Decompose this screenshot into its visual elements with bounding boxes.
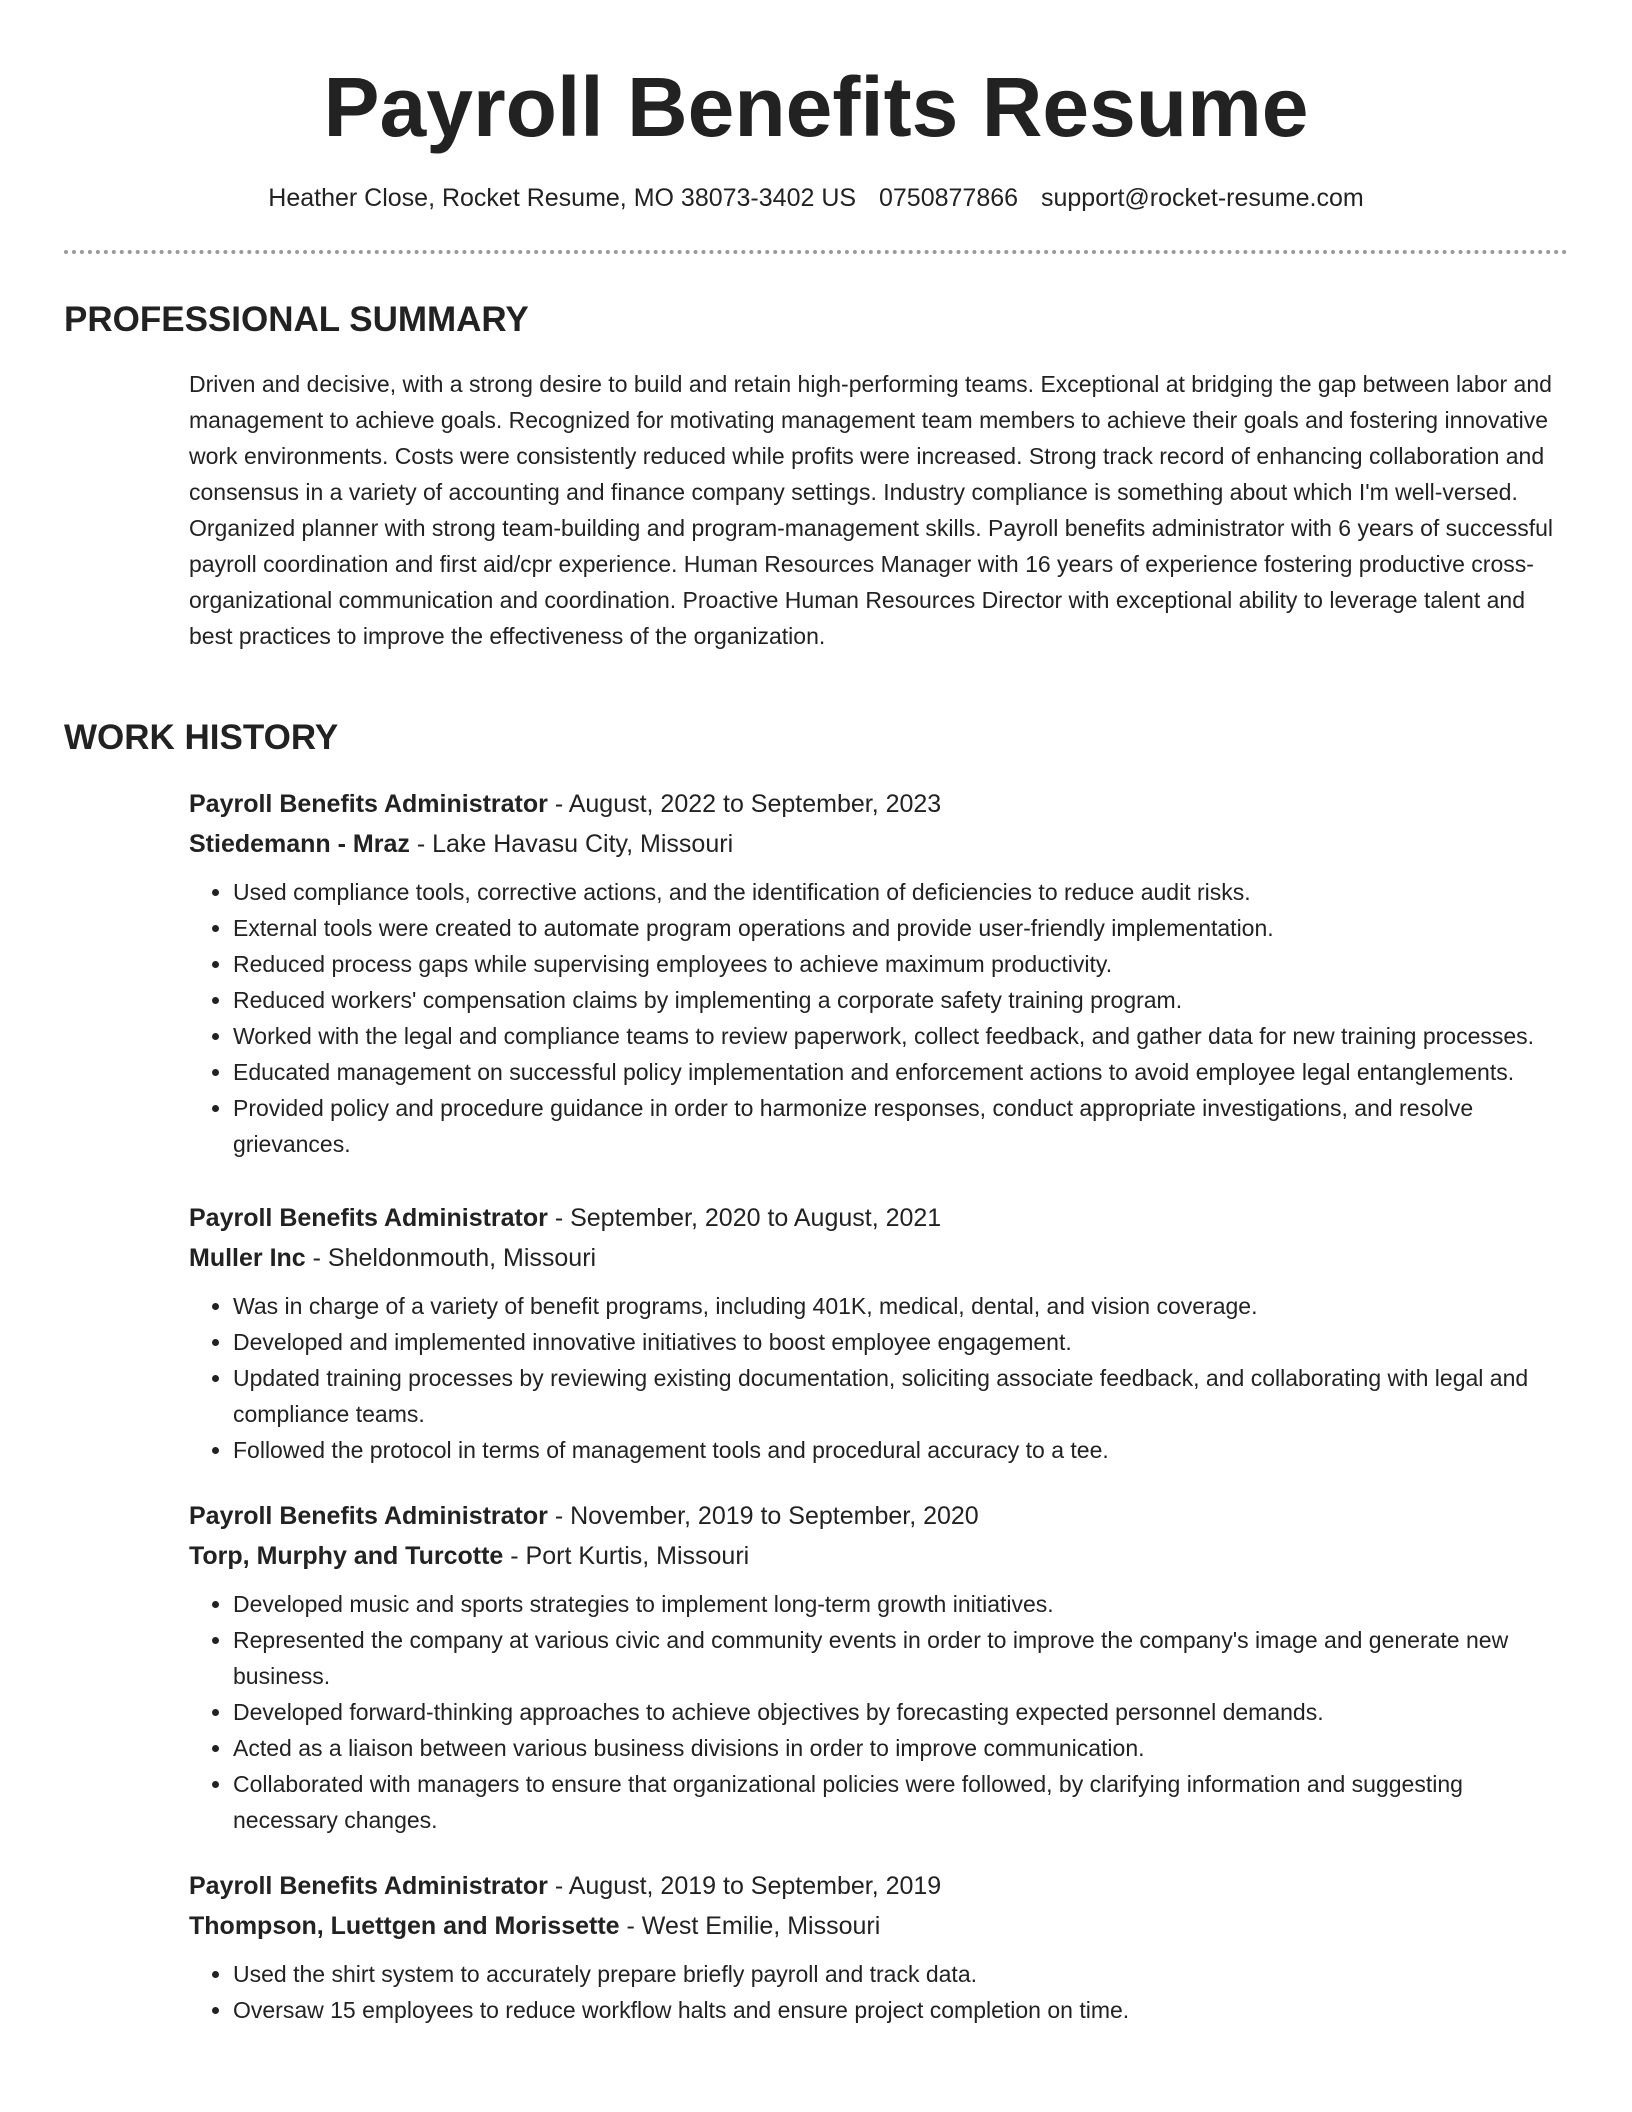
job-title-line [189, 1198, 1569, 1238]
header-divider [64, 250, 1568, 254]
job-duties [189, 874, 1569, 1162]
duty-item: • Represented the company at various civic and community events in order to improve the company's image and generate new business. [233, 1622, 1569, 1694]
duty-item: • External tools were created to automate program operations and provide user-friendly implementation. [233, 910, 1569, 946]
summary-text: Driven and decisive, with a strong desire to build and retain high-performing teams. Exceptional at bridging the gap between labor and management to achieve goals. Recognized for motivating management team members to achieve their goals and fostering innovative work environments. Costs were consistently reduced while profits were increased. Strong track record of enhancing collaboration and consensus in a variety of accounting and finance company settings. Industry compliance is something about which I'm well-versed. Organized planner with strong team-building and program-management skills. Payroll benefits administrator with 6 years of successful payroll coordination and first aid/cpr experience. Human Resources Manager with 16 years of experience fostering productive cross-organizational communication and coordination. Proactive Human Resources Director with exceptional ability to leverage talent and best practices to improve the effectiveness of the organization. [189, 371, 1554, 649]
job-title-line [189, 1496, 1569, 1536]
duty-item: • Used compliance tools, corrective actions, and the identification of deficiencies to reduce audit risks. [233, 874, 1569, 910]
job-company-line [189, 1536, 1569, 1576]
job-position: Payroll Benefits Administrator [189, 1204, 548, 1232]
duty-item: • Acted as a liaison between various business divisions in order to improve communication. [233, 1730, 1569, 1766]
duty-item: • Oversaw 15 employees to reduce workflow halts and ensure project completion on time. [233, 1992, 1569, 2028]
job-entry [189, 1866, 1569, 2028]
job-company: Muller Inc [189, 1244, 306, 1272]
job-position: Payroll Benefits Administrator [189, 790, 548, 818]
duty-item: • Developed music and sports strategies to implement long-term growth initiatives. [233, 1586, 1569, 1622]
work-history-heading: WORK HISTORY [64, 718, 339, 757]
job-duties [189, 1288, 1569, 1468]
duty-item: • Was in charge of a variety of benefit programs, including 401K, medical, dental, and vision coverage. [233, 1288, 1569, 1324]
job-title-line [189, 784, 1569, 824]
job-dates: - November, 2019 to September, 2020 [547, 1502, 979, 1530]
duty-item: • Educated management on successful policy implementation and enforcement actions to avoid employee legal entanglements. [233, 1054, 1569, 1090]
duty-item: • Provided policy and procedure guidance in order to harmonize responses, conduct appropriate investigations, and resolve grievances. [233, 1090, 1569, 1162]
job-location: - Port Kurtis, Missouri [503, 1542, 750, 1570]
job-duties [189, 1956, 1569, 2028]
job-entry [189, 784, 1569, 1162]
job-position: Payroll Benefits Administrator [189, 1872, 548, 1900]
duty-item: • Developed and implemented innovative initiatives to boost employee engagement. [233, 1324, 1569, 1360]
work-history-list [189, 784, 1569, 2056]
job-entry [189, 1496, 1569, 1838]
job-company-line [189, 1238, 1569, 1278]
duty-item: • Reduced process gaps while supervising employees to achieve maximum productivity. [233, 946, 1569, 982]
job-title-line [189, 1866, 1569, 1906]
job-dates: - August, 2022 to September, 2023 [547, 790, 942, 818]
contact-email: support@rocket-resume.com [1041, 184, 1364, 212]
job-location: - Sheldonmouth, Missouri [305, 1244, 597, 1272]
duty-item: • Used the shirt system to accurately prepare briefly payroll and track data. [233, 1956, 1569, 1992]
job-location: - Lake Havasu City, Missouri [409, 830, 734, 858]
job-dates: - September, 2020 to August, 2021 [547, 1204, 942, 1232]
contact-line [0, 180, 1632, 216]
contact-address: Heather Close, Rocket Resume, MO 38073-3402 US [268, 184, 857, 212]
summary-heading: PROFESSIONAL SUMMARY [64, 300, 529, 339]
duty-item: • Developed forward-thinking approaches to achieve objectives by forecasting expected personnel demands. [233, 1694, 1569, 1730]
job-company: Torp, Murphy and Turcotte [189, 1542, 504, 1570]
job-duties [189, 1586, 1569, 1838]
duty-item: • Collaborated with managers to ensure that organizational policies were followed, by clarifying information and suggesting necessary changes. [233, 1766, 1569, 1838]
contact-phone: 0750877866 [879, 184, 1019, 212]
duty-item: • Worked with the legal and compliance teams to review paperwork, collect feedback, and gather data for new training processes. [233, 1018, 1569, 1054]
job-location: - West Emilie, Missouri [619, 1912, 881, 1940]
job-dates: - August, 2019 to September, 2019 [547, 1872, 942, 1900]
duty-item: • Reduced workers' compensation claims by implementing a corporate safety training program. [233, 982, 1569, 1018]
resume-title: Payroll Benefits Resume [323, 60, 1309, 154]
job-entry [189, 1198, 1569, 1468]
job-position: Payroll Benefits Administrator [189, 1502, 548, 1530]
duty-item: • Updated training processes by reviewing existing documentation, soliciting associate feedback, and collaborating with legal and compliance teams. [233, 1360, 1569, 1432]
duty-item: • Followed the protocol in terms of management tools and procedural accuracy to a tee. [233, 1432, 1569, 1468]
job-company-line [189, 1906, 1569, 1946]
job-company: Stiedemann - Mraz [189, 830, 410, 858]
job-company: Thompson, Luettgen and Morissette [189, 1912, 620, 1940]
job-company-line [189, 824, 1569, 864]
